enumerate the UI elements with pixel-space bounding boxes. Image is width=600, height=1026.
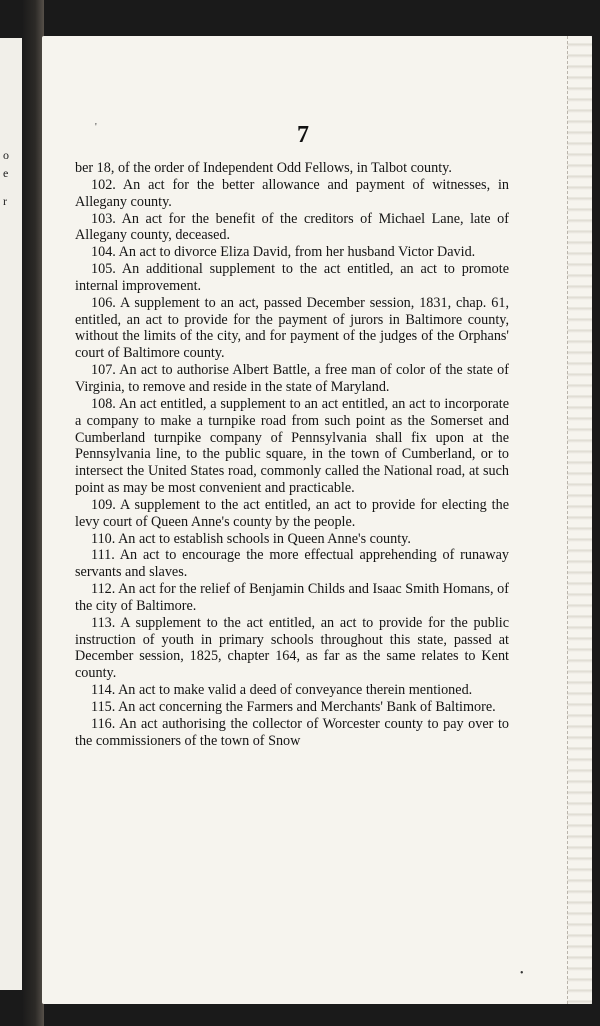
paragraph: 106. A supplement to an act, passed December session, 1831, chap. 61, entitled, an act to provide for the payment of jurors in Baltimore county, without the limits of the city, and for payment of the judges of the Orphans' court of Baltimore county. bbox=[75, 294, 509, 362]
paragraph: 116. An act authorising the collector of Worcester county to pay over to the commissioners of the town of Snow bbox=[75, 715, 509, 749]
left-page-edge bbox=[0, 38, 23, 990]
paragraph: 114. An act to make valid a deed of conveyance therein mentioned. bbox=[91, 682, 473, 699]
paragraph: 102. An act for the better allowance and payment of witnesses, in Allegany county. bbox=[75, 176, 509, 210]
book-page bbox=[42, 36, 592, 1004]
paragraph: ber 18, of the order of Independent Odd Fellows, in Talbot county. bbox=[75, 160, 452, 176]
paragraph: 115. An act concerning the Farmers and Merchants' Bank of Baltimore. bbox=[91, 699, 496, 715]
ink-speck: ' bbox=[95, 122, 97, 133]
page-number: 7 bbox=[297, 122, 309, 148]
paragraph: 103. An act for the benefit of the creditors of Michael Lane, late of Allegany county, deceased. bbox=[75, 210, 509, 244]
paragraph: 109. A supplement to the act entitled, an act to provide for electing the levy court of Queen Anne's county by the people. bbox=[75, 496, 509, 530]
left-page-fragment: o bbox=[3, 148, 9, 162]
ink-speck: • bbox=[520, 968, 524, 979]
paragraph: 113. A supplement to the act entitled, an act to provide for the public instruction of youth in primary schools throughout this state, passed at December session, 1825, chapter 164, as far as the same relates to Kent county. bbox=[75, 614, 509, 682]
left-page-fragment: r bbox=[3, 194, 7, 208]
book-gutter bbox=[22, 0, 44, 1026]
page-edge bbox=[567, 36, 592, 1004]
paragraph: 105. An additional supplement to the act entitled, an act to promote internal improvement. bbox=[75, 261, 509, 294]
page-text-body bbox=[75, 160, 509, 750]
paragraph: 110. An act to establish schools in Queen Anne's county. bbox=[91, 530, 411, 547]
paragraph: 112. An act for the relief of Benjamin Childs and Isaac Smith Homans, of the city of Baltimore. bbox=[75, 581, 509, 614]
left-page-fragment: e bbox=[3, 166, 9, 180]
paragraph: 111. An act to encourage the more effectual apprehending of runaway servants and slaves. bbox=[75, 547, 509, 581]
paragraph: 108. An act entitled, a supplement to an act entitled, an act to incorporate a company to make a turnpike road from such point as the Somerset and Cumberland turnpike company of Pennsylvania shall fix upon at the Pennsylvania line, to the public square, in the town of Cumberland, or to intersect the United States road, commonly called the National road, at such point as may be most convenient and practicable. bbox=[75, 395, 509, 497]
paragraph: 107. An act to authorise Albert Battle, a free man of color of the state of Virginia, to remove and reside in the state of Maryland. bbox=[75, 362, 509, 395]
paragraph: 104. An act to divorce Eliza David, from her husband Victor David. bbox=[91, 244, 476, 261]
